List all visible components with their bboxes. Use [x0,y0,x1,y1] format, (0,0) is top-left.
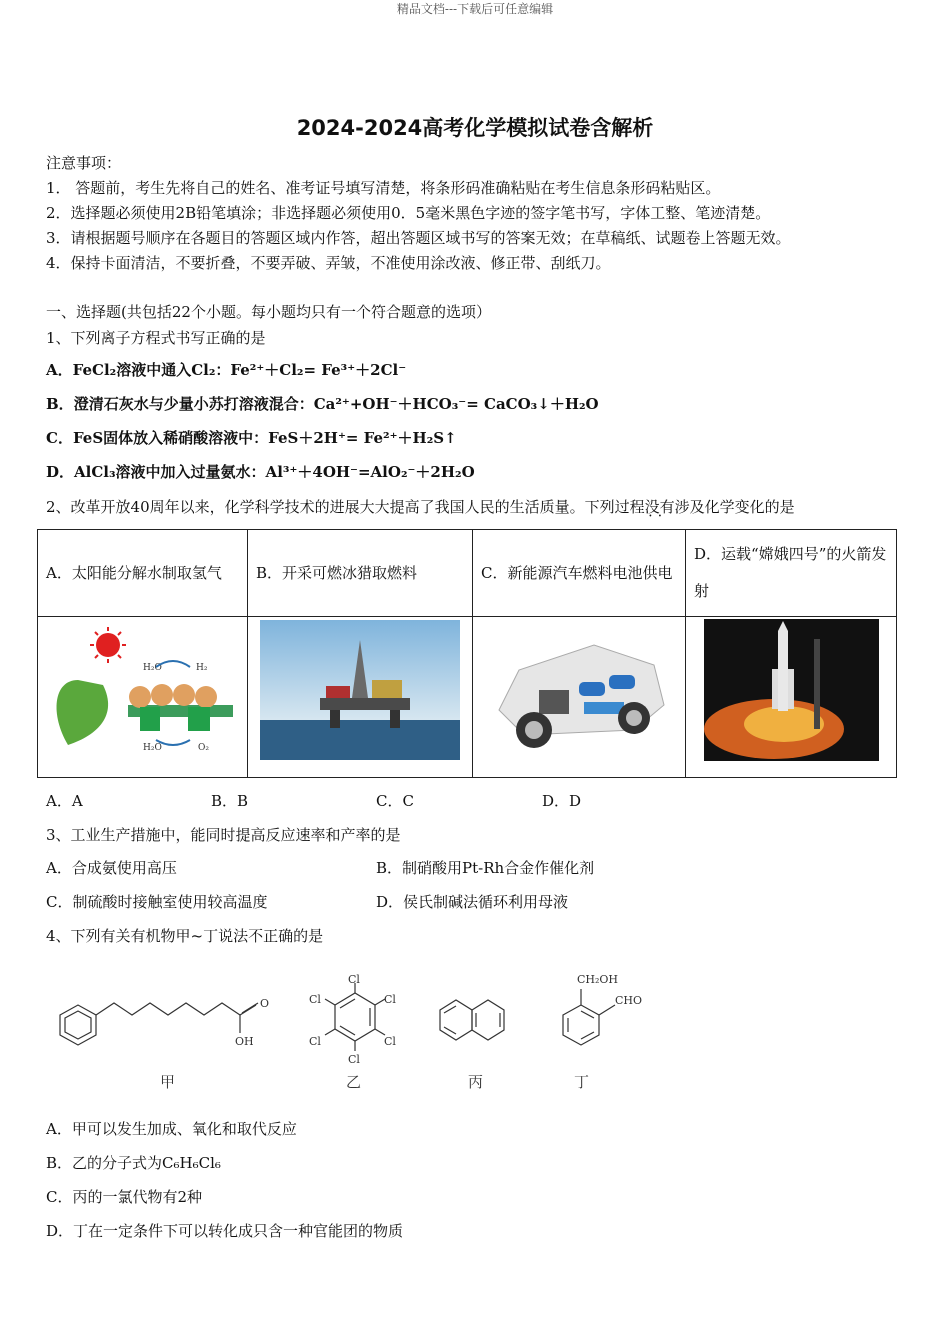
q2-image-c [473,617,686,778]
q4-option-b: B．乙的分子式为C₆H₆Cl₆ [46,1154,221,1172]
label-jia: 甲 [160,1073,176,1091]
label-ding: 丁 [574,1073,590,1091]
svg-text:CHO: CHO [615,994,643,1007]
q1-option-b: B．澄清石灰水与少量小苏打溶液混合：Ca²⁺+OH⁻＋HCO₃⁻= CaCO₃↓＋H₂O [46,395,599,413]
q2-stem: 2、改革开放40周年以来，化学科学技术的进展大大提高了我国人民的生活质量。下列过程没有 • •涉及化学变化的是 [46,496,795,517]
q3-option-c: C．制硫酸时接触室使用较高温度 [46,893,268,911]
leaf-icon [56,680,108,745]
q1-option-d: D．AlCl₃溶液中加入过量氨水：Al³⁺＋4OH⁻=AlO₂⁻＋2H₂O [46,463,475,481]
q3-option-a: A．合成氨使用高压 [46,859,177,877]
photosynthesis-diagram [48,625,238,755]
note-2: 2．选择题必须使用2B铅笔填涂；非选择题必须使用0．5毫米黑色字迹的签字笔书写，字体工整、笔迹清楚。 [46,204,771,222]
q2-cell-b: B．开采可燃冰猎取燃料 [248,530,473,617]
q2-answer-a: A．A [46,792,83,810]
notes-heading: 注意事项： [46,154,122,172]
q2-table [37,529,897,778]
svg-text:H₂O: H₂O [142,663,162,673]
q2-image-a [38,617,248,778]
q4-option-c: C．丙的一氯代物有2种 [46,1188,203,1206]
molecule-jia [60,1003,258,1045]
q2-answer-b: B．B [211,792,249,810]
q2-cell-c: C．新能源汽车燃料电池供电 [473,530,686,617]
note-1: 1． 答题前，考生先将自己的姓名、准考证号填写清楚，将条形码准确粘贴在考生信息条形码粘贴区。 [46,179,721,197]
svg-text:H₂: H₂ [195,663,207,673]
q2-answer-d: D．D [542,792,582,810]
svg-text:Cl: Cl [348,1053,360,1066]
q4-option-a: A．甲可以发生加成、氧化和取代反应 [46,1120,297,1138]
fuel-cell-car-image [484,620,674,760]
note-4: 4．保持卡面清洁，不要折叠，不要弄破、弄皱，不准使用涂改液、修正带、刮纸刀。 [46,254,611,272]
q2-answer-c: C．C [376,792,414,810]
svg-text:Cl: Cl [384,993,396,1006]
label-bing: 丙 [468,1073,484,1091]
svg-text:H₂O: H₂O [142,743,162,753]
svg-text:O: O [260,997,270,1010]
label-yi: 乙 [346,1073,362,1091]
q1-stem: 1、下列离子方程式书写正确的是 [46,329,266,347]
q3-option-b: B．制硝酸用Pt-Rh合金作催化剂 [376,859,595,877]
q1-option-a: A．FeCl₂溶液中通入Cl₂：Fe²⁺＋Cl₂= Fe³⁺＋2Cl⁻ [46,361,407,379]
svg-text:O₂: O₂ [197,743,209,753]
drilling-platform-photo [260,620,460,760]
molecule-yi [325,983,385,1051]
header-note: 精品文档---下载后可任意编辑 [396,2,554,16]
q2-image-d [686,617,897,778]
q2-cell-a: A．太阳能分解水制取氢气 [38,530,248,617]
emphasis-text: 没有 • • [645,498,675,516]
molecule-ding [563,989,615,1045]
sun-icon [96,633,120,657]
svg-text:Cl: Cl [384,1035,396,1048]
svg-text:CH₂OH: CH₂OH [577,973,619,986]
q4-structures [50,965,650,1095]
svg-text:OH: OH [235,1035,254,1048]
svg-text:Cl: Cl [309,1035,321,1048]
note-3: 3．请根据题号顺序在各题目的答题区域内作答，超出答题区域书写的答案无效；在草稿纸、试题卷上答题无效。 [46,229,791,247]
page-title: 2024-2024高考化学模拟试卷含解析 [296,116,654,140]
q3-stem: 3、工业生产措施中，能同时提高反应速率和产率的是 [46,826,401,844]
q2-cell-d: D．运载“嫦娥四号”的火箭发射 [686,530,897,617]
q4-stem: 4、下列有关有机物甲~丁说法不正确的是 [46,927,324,945]
molecule-bing [440,1000,504,1040]
rocket-launch-photo [704,619,879,761]
q4-option-d: D．丁在一定条件下可以转化成只含一种官能团的物质 [46,1222,404,1240]
q2-image-b [248,617,473,778]
q3-option-d: D．侯氏制碱法循环利用母液 [376,893,569,911]
svg-text:Cl: Cl [309,993,321,1006]
svg-text:Cl: Cl [348,973,360,986]
q1-option-c: C．FeS固体放入稀硝酸溶液中：FeS＋2H⁺= Fe²⁺＋H₂S↑ [46,429,457,447]
section-heading: 一、选择题(共包括22个小题。每小题均只有一个符合题意的选项） [46,303,491,321]
